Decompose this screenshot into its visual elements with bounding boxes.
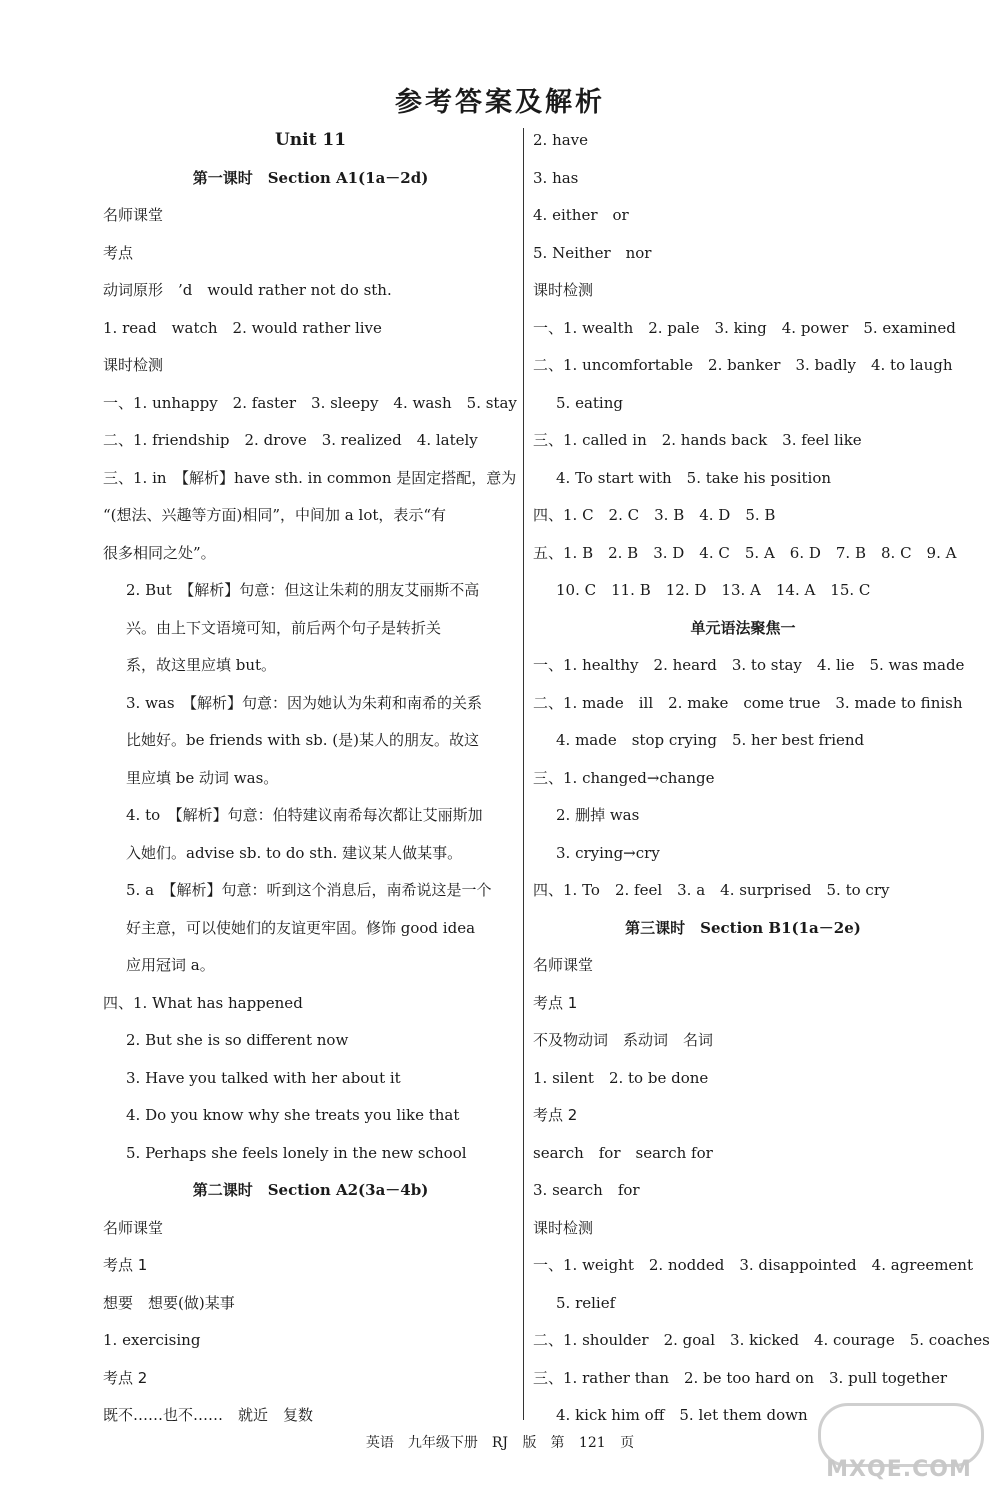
answer-line: 不及物动词 系动词 名词: [533, 1031, 714, 1049]
answer-line: 课时检测: [103, 356, 164, 374]
answer-line: 考点 1: [533, 993, 578, 1012]
page-footer: 英语 九年级下册 RJ 版 第 121 页: [365, 1435, 635, 1451]
answer-line: 课时检测: [533, 281, 594, 299]
answer-line: 四、1. What has happened: [103, 993, 303, 1012]
answer-line: 三、1. in 【解析】have sth. in common 是固定搭配，意为: [103, 468, 517, 487]
answer-line: 3. crying→cry: [556, 843, 660, 862]
answer-line: 比她好。be friends with sb. (是)某人的朋友。故这: [126, 731, 480, 749]
answer-line: 二、1. friendship 2. drove 3. realized 4. lately: [103, 431, 478, 449]
answer-line: 1. exercising: [103, 1331, 201, 1349]
answer-line: 很多相同之处”。: [103, 543, 216, 562]
watermark-text: MXQE.COM: [826, 1457, 972, 1482]
answer-line: 动词原形 ’d would rather not do sth.: [103, 281, 392, 299]
answer-line: 三、1. rather than 2. be too hard on 3. pull together: [533, 1368, 947, 1387]
answer-line: 5. relief: [556, 1293, 616, 1312]
answer-line: 2. 删掉 was: [556, 806, 640, 824]
answer-line: 10. C 11. B 12. D 13. A 14. A 15. C: [556, 581, 871, 599]
answer-line: 5. a 【解析】句意：听到这个消息后，南希说这是一个: [126, 881, 492, 899]
answer-line: 第一课时 Section A1(1a－2d): [192, 168, 429, 187]
answer-line: 3. was 【解析】句意：因为她认为朱莉和南希的关系: [126, 693, 483, 712]
answer-line: 一、1. unhappy 2. faster 3. sleepy 4. wash 5. stay: [103, 393, 517, 412]
answer-line: “(想法、兴趣等方面)相同”，中间加 a lot，表示“有: [103, 506, 447, 524]
answer-line: 名师课堂: [533, 956, 594, 974]
answer-line: 一、1. wealth 2. pale 3. king 4. power 5. examined: [533, 318, 956, 337]
answer-line: 3. has: [533, 168, 579, 187]
answer-line: 应用冠词 a。: [126, 956, 215, 974]
answer-line: 4. Do you know why she treats you like that: [126, 1106, 460, 1124]
answer-line: 名师课堂: [103, 206, 164, 224]
answer-line: 好主意，可以使她们的友谊更牢固。修饰 good idea: [126, 918, 476, 937]
answer-line: search for search for: [533, 1143, 713, 1162]
right-column: [533, 122, 990, 1435]
answer-line: 4. kick him off 5. let them down: [556, 1406, 808, 1424]
answer-line: 二、1. made ill 2. make come true 3. made to finish: [533, 693, 963, 712]
answer-line: 第三课时 Section B1(1a－2e): [625, 918, 861, 937]
answer-line: 三、1. called in 2. hands back 3. feel like: [533, 431, 862, 449]
answer-line: 3. Have you talked with her about it: [126, 1068, 401, 1087]
answer-line: 一、1. weight 2. nodded 3. disappointed 4. agreement: [533, 1256, 973, 1274]
answer-line: 兴。由上下文语境可知，前后两个句子是转折关: [126, 618, 442, 637]
answer-line: 五、1. B 2. B 3. D 4. C 5. A 6. D 7. B 8. C 9. A: [533, 543, 957, 562]
answer-line: 考点 2: [533, 1106, 578, 1124]
answer-line: 一、1. healthy 2. heard 3. to stay 4. lie 5. was made: [533, 656, 965, 674]
answer-line: 3. search for: [533, 1181, 640, 1199]
answer-line: 系，故这里应填 but。: [126, 656, 277, 674]
answer-line: 名师课堂: [103, 1218, 164, 1237]
answer-line: 5. eating: [556, 393, 623, 412]
answer-line: 考点 1: [103, 1256, 148, 1274]
answer-line: 想要 想要(做)某事: [103, 1293, 235, 1312]
page-title: 参考答案及解析: [395, 87, 605, 118]
answer-line: 里应填 be 动词 was。: [126, 768, 279, 787]
left-column: [103, 122, 518, 1435]
column-divider: [523, 128, 524, 1420]
answer-line: 考点: [103, 243, 134, 262]
watermark-logo: [808, 1395, 990, 1491]
answer-line: 第二课时 Section A2(3a－4b): [192, 1181, 429, 1199]
answer-line: 1. silent 2. to be done: [533, 1068, 709, 1087]
answer-line: 单元语法聚焦一: [690, 618, 796, 637]
answer-line: 4. to 【解析】句意：伯特建议南希每次都让艾丽斯加: [126, 806, 483, 824]
answer-line: 二、1. uncomfortable 2. banker 3. badly 4. to laugh: [533, 356, 953, 374]
answer-line: 考点 2: [103, 1368, 148, 1387]
answer-line: 5. Perhaps she feels lonely in the new school: [126, 1143, 467, 1162]
answer-line: 四、1. To 2. feel 3. a 4. surprised 5. to cry: [533, 881, 890, 899]
answer-line: Unit 11: [274, 130, 347, 150]
answer-line: 2. have: [533, 131, 589, 149]
answer-line: 4. To start with 5. take his position: [556, 468, 832, 487]
answer-line: 课时检测: [533, 1218, 594, 1237]
answer-line: 2. But 【解析】句意：但这让朱莉的朋友艾丽斯不高: [126, 581, 480, 599]
answer-line: 1. read watch 2. would rather live: [103, 318, 382, 337]
answer-line: 入她们。advise sb. to do sth. 建议某人做某事。: [126, 843, 463, 862]
answer-line: 既不……也不…… 就近 复数: [103, 1406, 314, 1424]
answer-line: 5. Neither nor: [533, 243, 652, 262]
answer-line: 二、1. shoulder 2. goal 3. kicked 4. courage 5. coaches: [533, 1331, 990, 1349]
answer-line: 三、1. changed→change: [533, 768, 715, 787]
answer-line: 2. But she is so different now: [126, 1031, 349, 1049]
answer-line: 4. either or: [533, 206, 629, 224]
answer-line: 4. made stop crying 5. her best friend: [556, 731, 865, 749]
answer-line: 四、1. C 2. C 3. B 4. D 5. B: [533, 506, 776, 524]
